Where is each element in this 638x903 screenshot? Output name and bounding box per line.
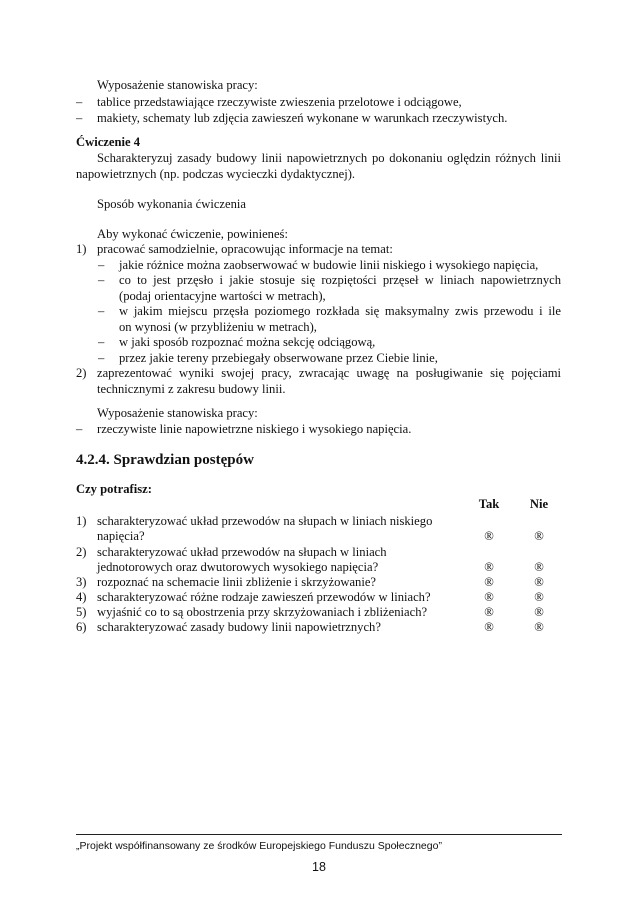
checkbox-no[interactable]: ® [534,590,544,604]
checkbox-no[interactable]: ® [534,620,544,634]
equipment-title: Wyposażenie stanowiska pracy: [97,78,258,92]
checkbox-yes[interactable]: ® [484,529,494,543]
row-number: 6) [76,620,87,634]
footer-divider [76,834,562,835]
row-question-cont: jednotorowych oraz dwutorowych wysokiego napięcia? [97,560,379,574]
page-number: 18 [312,860,326,874]
row-question: rozpoznać na schemacie linii zbliżenie i skrzyżowanie? [97,575,377,589]
step-text-cont: technicznymi z zakresu budowy linii. [97,382,286,396]
subitem-text: w jakim miejscu przęsła poziomego rozkłada się maksymalny zwis przewodu i ile [119,304,561,318]
equipment-title: Wyposażenie stanowiska pracy: [97,406,258,420]
footer-text: „Projekt współfinansowany ze środków Europejskiego Funduszu Społecznego” [76,840,442,852]
subitem-text-cont: (podaj orientacyjne wartości w metrach), [119,289,326,303]
subitem-text-cont: on wynosi (w przybliżeniu w metrach), [119,320,317,334]
exercise-title: Ćwiczenie 4 [76,135,140,149]
subitem-text: w jaki sposób rozpoznać można sekcję odciągową, [119,335,376,349]
row-question: scharakteryzować zasady budowy linii napowietrznych? [97,620,381,634]
row-question-cont: napięcia? [97,529,145,543]
checkbox-no[interactable]: ® [534,560,544,574]
equipment-item: tablice przedstawiające rzeczywiste zwieszenia przelotowe i odciągowe, [97,95,462,109]
subitem-text: co to jest przęsło i jakie stosuje się rozpiętości przęseł w liniach napowietrznych [119,273,561,287]
list-dash: – [76,95,83,109]
list-dash: – [98,258,105,272]
list-dash: – [98,335,105,349]
step-number: 2) [76,366,87,380]
should-intro: Aby wykonać ćwiczenie, powinieneś: [97,227,288,241]
checkbox-yes[interactable]: ® [484,560,494,574]
step-number: 1) [76,242,87,256]
row-number: 3) [76,575,87,589]
list-dash: – [98,273,105,287]
list-dash: – [98,351,105,365]
row-number: 2) [76,545,87,559]
row-number: 1) [76,514,87,528]
row-question: scharakteryzować układ przewodów na słupach w liniach niskiego [97,514,433,528]
list-dash: – [98,304,105,318]
exercise-task-line2: napowietrznych (np. podczas wycieczki dydaktycznej). [76,167,356,181]
row-number: 5) [76,605,87,619]
equipment-item: makiety, schematy lub zdjęcia zawieszeń wykonane w warunkach rzeczywistych. [97,111,508,125]
section-heading: 4.2.4. Sprawdzian postępów [76,452,254,468]
step-text: zaprezentować wyniki swojej pracy, zwracając uwagę na posługiwanie się pojęciami [97,366,561,380]
row-number: 4) [76,590,87,604]
checkbox-no[interactable]: ® [534,529,544,543]
exercise-task-line1: Scharakteryzuj zasady budowy linii napowietrznych po dokonaniu oględzin różnych linii [97,151,561,165]
step-text: pracować samodzielnie, opracowując informacje na temat: [97,242,393,256]
row-question: scharakteryzować układ przewodów na słupach w liniach [97,545,387,559]
equipment-item: rzeczywiste linie napowietrzne niskiego i wysokiego napięcia. [97,422,412,436]
row-question: wyjaśnić co to są obostrzenia przy skrzyżowaniach i zbliżeniach? [97,605,428,619]
subitem-text: przez jakie tereny przebiegały obserwowane przez Ciebie linie, [119,351,438,365]
column-header-no: Nie [529,497,549,511]
checkbox-yes[interactable]: ® [484,590,494,604]
progress-question: Czy potrafisz: [76,482,152,496]
method-title: Sposób wykonania ćwiczenia [97,197,246,211]
column-header-yes: Tak [478,497,500,511]
list-dash: – [76,111,83,125]
subitem-text: jakie różnice można zaobserwować w budowie linii niskiego i wysokiego napięcia, [119,258,539,272]
checkbox-yes[interactable]: ® [484,620,494,634]
checkbox-yes[interactable]: ® [484,605,494,619]
list-dash: – [76,422,83,436]
checkbox-yes[interactable]: ® [484,575,494,589]
row-question: scharakteryzować różne rodzaje zawieszeń przewodów w liniach? [97,590,431,604]
checkbox-no[interactable]: ® [534,575,544,589]
checkbox-no[interactable]: ® [534,605,544,619]
